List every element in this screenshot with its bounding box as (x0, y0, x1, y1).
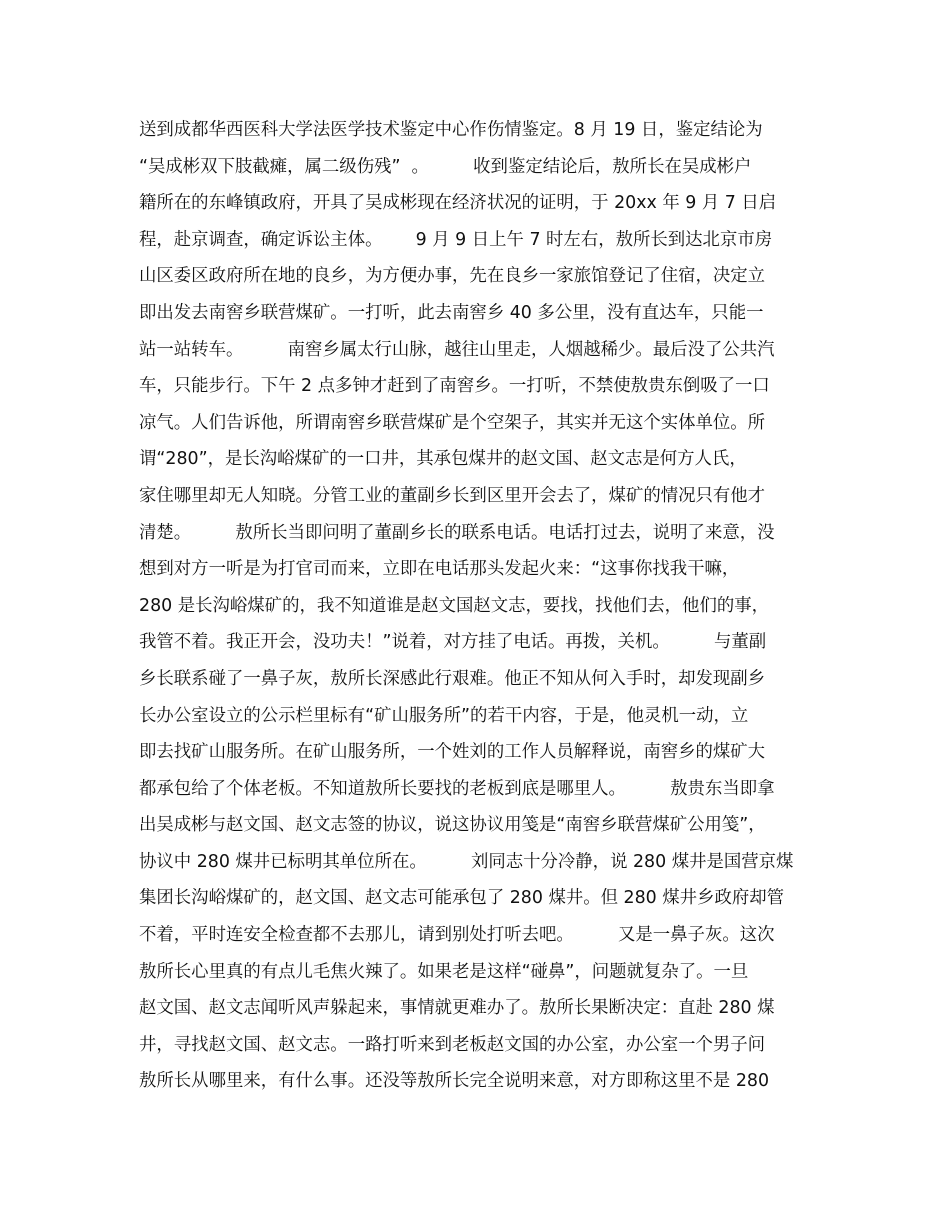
text-line: “吴成彬双下肢截瘫，属二级伤残” 。 收到鉴定结论后，敖所长在吴成彬户 (139, 156, 752, 177)
text-line: 集团长沟峪煤矿的，赵文国、赵文志可能承包了 280 煤井。但 280 煤井乡政府却管 (139, 888, 785, 909)
text-line: 凉气。人们告诉他，所谓南窖乡联营煤矿是个空架子，其实并无这个实体单位。所 (139, 412, 766, 433)
text-line: 长办公室设立的公示栏里标有“矿山服务所”的若干内容，于是，他灵机一动，立 (139, 705, 749, 726)
text-line: 即去找矿山服务所。在矿山服务所，一个姓刘的工作人员解释说，南窖乡的煤矿大 (139, 742, 766, 763)
text-line: 想到对方一听是为打官司而来，立即在电话那头发起火来：“这事你找我干嘛， (139, 559, 740, 580)
text-line: 协议中 280 煤井已标明其单位所在。 刘同志十分冷静，说 280 煤井是国营京煤 (139, 851, 794, 872)
text-line: 谓“280”，是长沟峪煤矿的一口井，其承包煤井的赵文国、赵文志是何方人氏， (139, 449, 747, 470)
text-line: 敖所长心里真的有点儿毛焦火辣了。如果老是这样“碰鼻”，问题就复杂了。一旦 (139, 961, 749, 982)
text-line: 站一站转车。 南窖乡属太行山脉，越往山里走，人烟越稀少。最后没了公共汽 (139, 339, 775, 360)
text-line: 都承包给了个体老板。不知道敖所长要找的老板到底是哪里人。 敖贵东当即拿 (139, 778, 775, 799)
text-line: 敖所长从哪里来，有什么事。还没等敖所长完全说明来意，对方即称这里不是 280 (139, 1071, 770, 1092)
text-line: 家住哪里却无人知晓。分管工业的董副乡长到区里开会去了，煤矿的情况只有他才 (139, 485, 766, 506)
text-line: 籍所在的东峰镇政府，开具了吴成彬现在经济状况的证明，于 20xx 年 9 月 7 日启 (139, 193, 777, 214)
text-line: 280 是长沟峪煤矿的，我不知道谁是赵文国赵文志，要找，找他们去，他们的事， (139, 595, 770, 616)
text-line: 乡长联系碰了一鼻子灰，敖所长深感此行艰难。他正不知从何入手时，却发现副乡 (139, 668, 766, 689)
text-line: 不着，平时连安全检查都不去那儿，请到别处打听去吧。 又是一鼻子灰。这次 (139, 925, 775, 946)
text-line: 山区委区政府所在地的良乡，为方便办事，先在良乡一家旅馆登记了住宿，决定立 (139, 266, 766, 287)
text-line: 赵文国、赵文志闻听风声躲起来，事情就更难办了。敖所长果断决定：直赴 280 煤 (139, 998, 775, 1019)
text-line: 我管不着。我正开会，没功夫！”说着，对方挂了电话。再拨，关机。 与董副 (139, 632, 767, 653)
text-line: 程，赴京调查，确定诉讼主体。 9 月 9 日上午 7 时左右，敖所长到达北京市房 (139, 229, 773, 250)
body-text (139, 112, 839, 1100)
text-line: 车，只能步行。下午 2 点多钟才赶到了南窖乡。一打听，不禁使敖贵东倒吸了一口 (139, 376, 770, 397)
text-line: 即出发去南窖乡联营煤矿。一打听，此去南窖乡 40 多公里，没有直达车，只能一 (139, 302, 764, 323)
text-line: 送到成都华西医科大学法医学技术鉴定中心作伤情鉴定。8 月 19 日，鉴定结论为 (139, 120, 763, 140)
text-line: 井，寻找赵文国、赵文志。一路打听来到老板赵文国的办公室，办公室一个男子问 (139, 1034, 766, 1055)
text-line: 出吴成彬与赵文国、赵文志签的协议，说这协议用笺是“南窖乡联营煤矿公用笺”， (139, 815, 766, 836)
text-line: 清楚。 敖所长当即问明了董副乡长的联系电话。电话打过去，说明了来意，没 (139, 522, 775, 543)
